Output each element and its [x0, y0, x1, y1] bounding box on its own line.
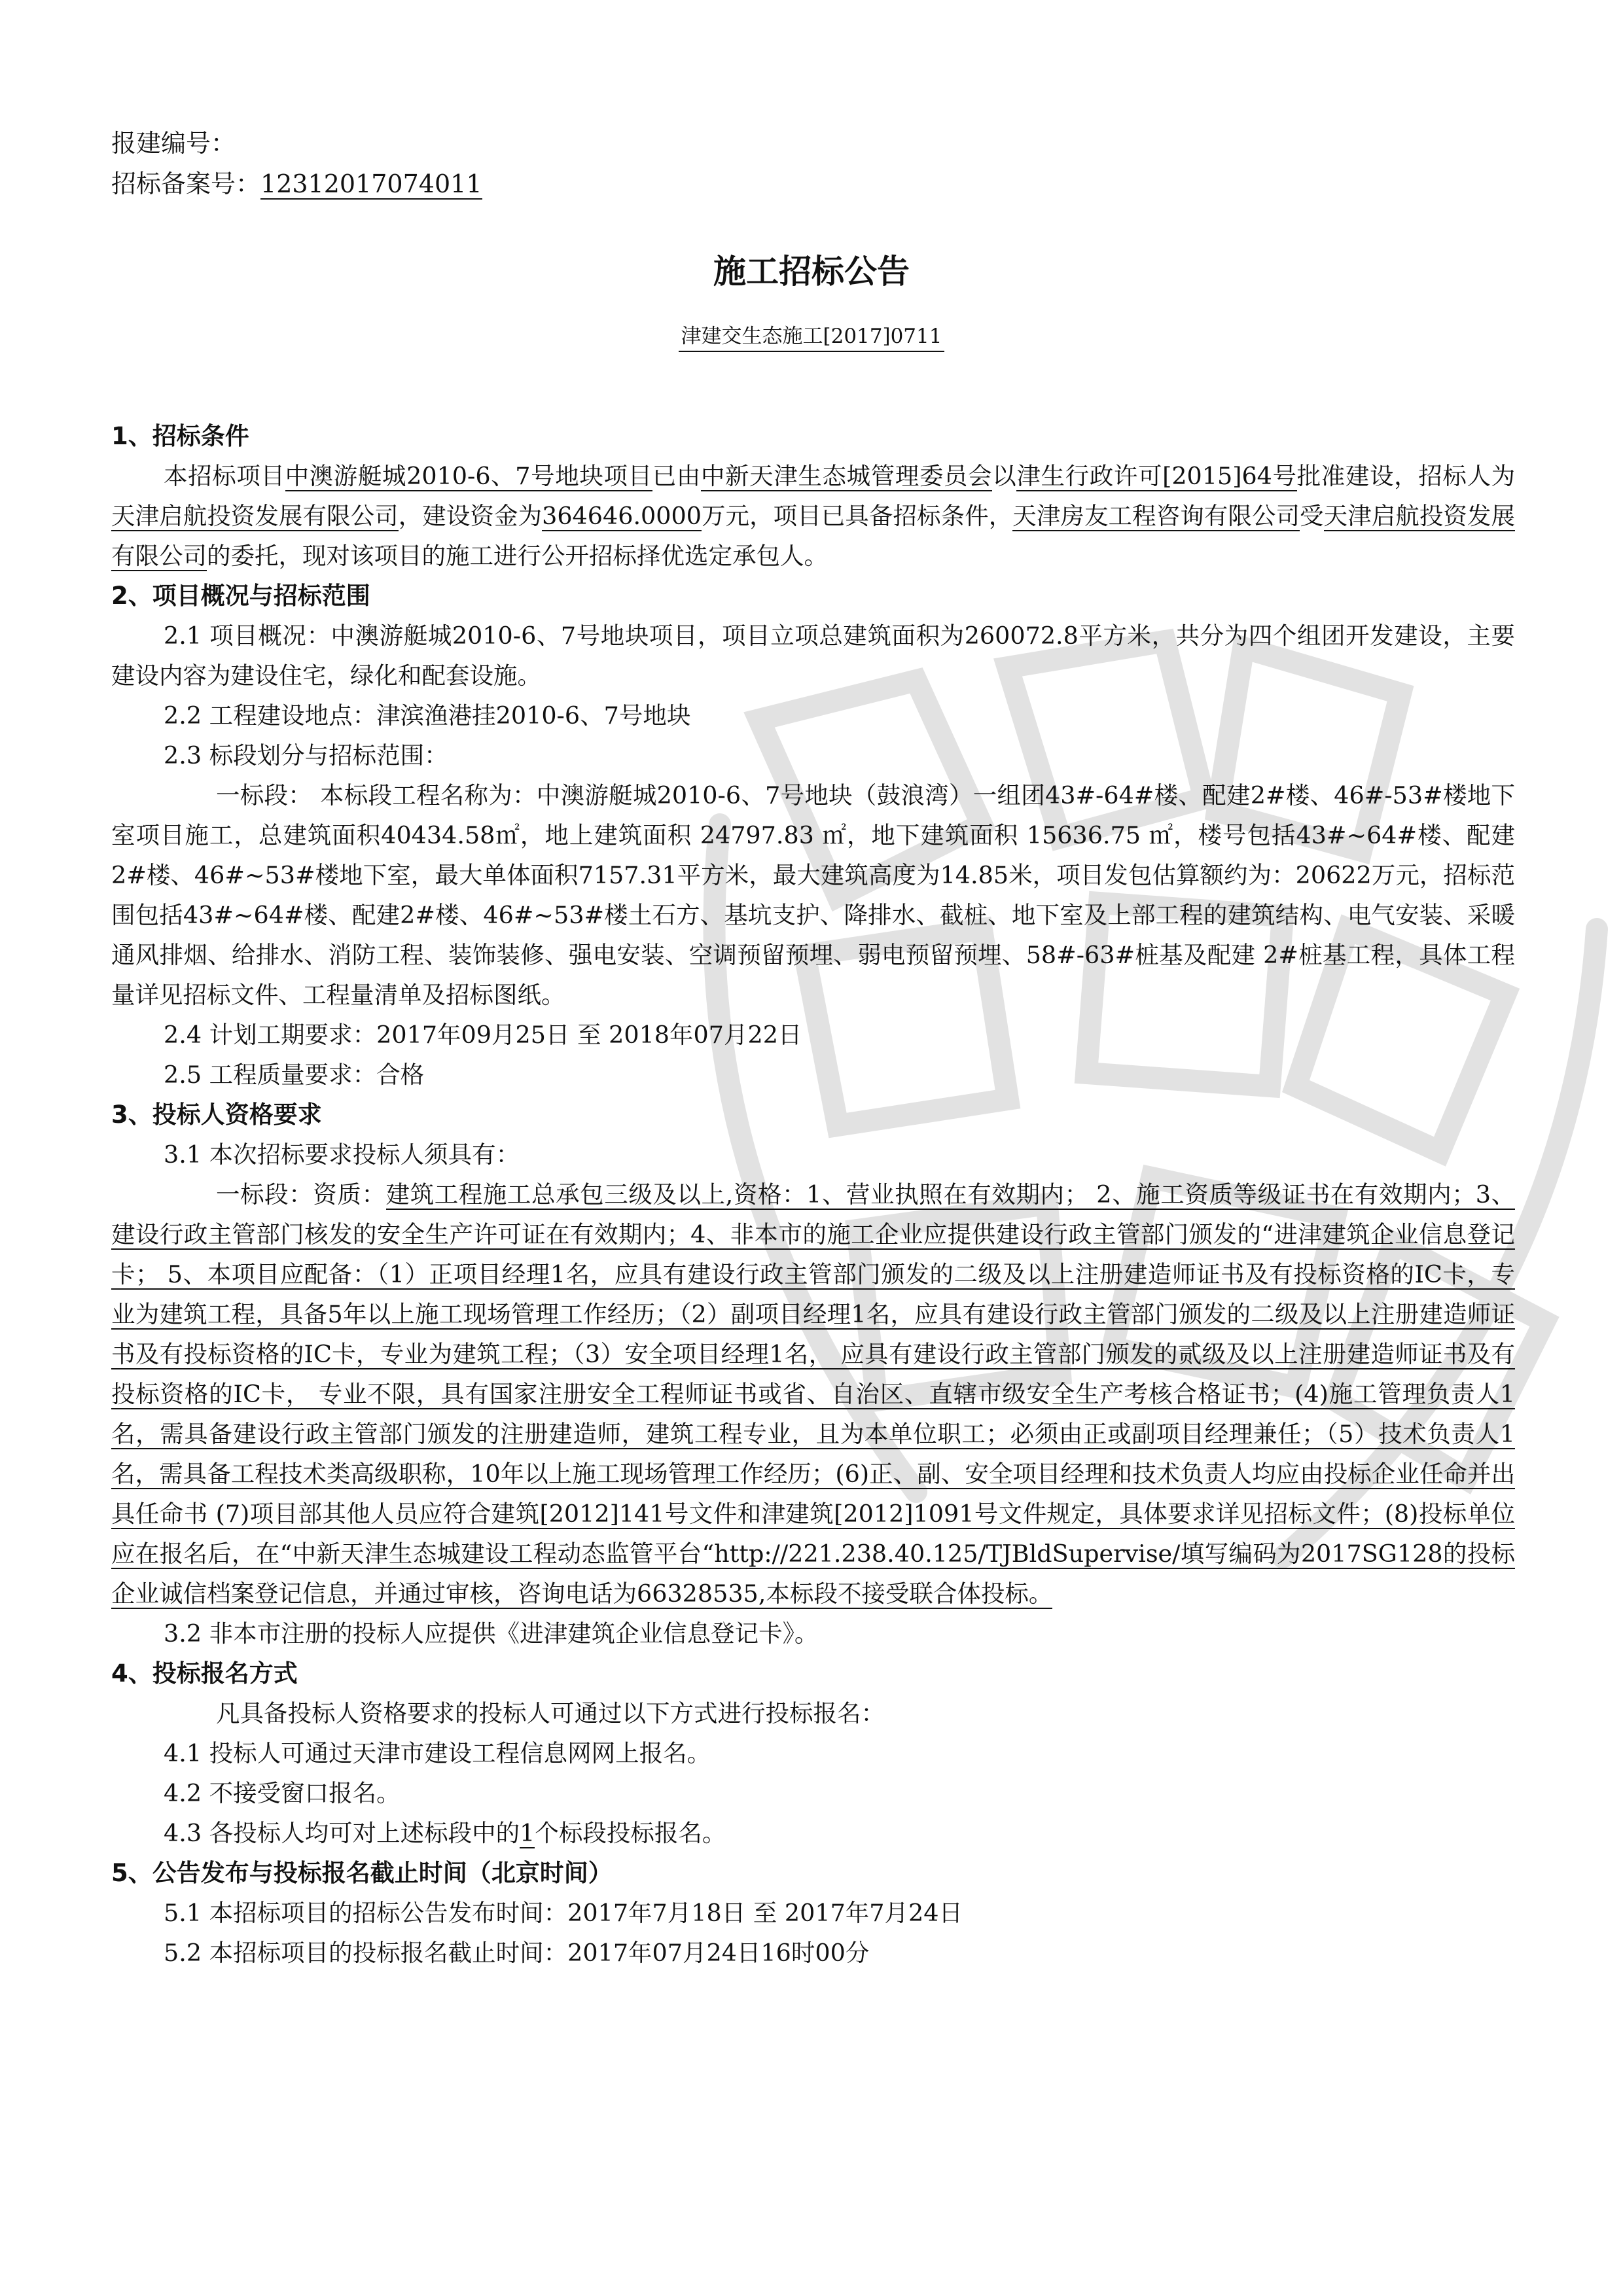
lot-1-requirements	[111, 1174, 1515, 1614]
s1-text-1: 本招标项目	[164, 462, 285, 490]
report-number-line	[111, 124, 236, 162]
document-number	[0, 319, 1623, 349]
lot-1-req-prefix: 一标段：资质：	[216, 1180, 386, 1209]
section-5-heading: 5、公告发布与投标报名截止时间（北京时间）	[111, 1859, 613, 1887]
registration-method-1: 4.1 投标人可通过天津市建设工程信息网网上报名。	[164, 1739, 711, 1767]
method-3-count: 1	[520, 1819, 535, 1847]
section-2-heading: 2、项目概况与招标范围	[111, 582, 370, 610]
lot-1-req-text: 建筑工程施工总承包三级及以上,资格：1、营业执照在有效期内； 2、施工资质等级证书在有效期内；3、建设行政主管部门核发的安全生产许可证在有效期内；4、非本市的施工企业应提供建设行政主管部门颁发的“进津建筑企业信息登记卡； 5、本项目应配备：（1）正项目经理1名，应具有建设行政主管部门颁发的二级及以上注册建造师证书及有投标资格的IC卡，专业为建筑工程，具备5年以上施工现场管理工作经历；（2）副项目经理1名，应具有建设行政主管部门颁发的二级及以上注册建造师证书及有投标资格的IC卡，专业为建筑工程；（3）安全项目经理1名， 应具有建设行政主管部门颁发的贰级及以上注册建造师证书及有投标资格的IC卡， 专业不限，具有国家注册安全工程师证书或省、自治区、直辖市级安全生产考核合格证书；(4)施工管理负责人1名，需具备建设行政主管部门颁发的注册建造师，建筑工程专业，且为本单位职工；必须由正或副项目经理兼任；（5）技术负责人1名，需具备工程技术类高级职称，10年以上施工现场管理工作经历；(6)正、副、安全项目经理和技术负责人均应由投标企业任命并出具任命书 (7)项目部其他人员应符合建筑[2012]141号文件和津建筑[2012]1091号文件规定，具体要求详见招标文件；(8)投标单位应在报名后，在“中新天津生态城建设工程动态监管平台“http://221.238.40.125/TJBldSupervise/填写编码为2017SG128的投标企业诚信档案登记信息，并通过审核，咨询电话为66328535,本标段不接受联合体投标。	[111, 1180, 1515, 1608]
non-local-requirement: 3.2 非本市注册的投标人应提供《进津建筑企业信息登记卡》。	[164, 1619, 819, 1648]
approver-name: 中新天津生态城管理委员会	[700, 462, 993, 490]
page-title: 施工招标公告	[713, 253, 910, 291]
registration-method-2: 4.2 不接受窗口报名。	[164, 1779, 401, 1807]
section-1-text	[111, 456, 1515, 576]
requirement-label: 3.1 本次招标要求投标人须具有：	[164, 1140, 520, 1169]
section-3-heading: 3、投标人资格要求	[111, 1101, 322, 1129]
s1-text-3: 以	[992, 462, 1017, 490]
tenderer-name: 天津启航投资发展有限公司	[111, 502, 399, 530]
filing-number-value: 12312017074011	[260, 169, 482, 198]
project-overview: 2.1 项目概况：中澳游艇城2010-6、7号地块项目，项目立项总建筑面积为260072.8平方米，共分为四个组团开发建设，主要建设内容为建设住宅，绿化和配套设施。	[111, 622, 1515, 690]
registration-deadline: 5.2 本招标项目的投标报名截止时间：2017年07月24日16时00分	[164, 1939, 870, 1967]
registration-method-3	[111, 1813, 1515, 1853]
section-1-heading: 1、招标条件	[111, 422, 249, 450]
publish-time: 5.1 本招标项目的招标公告发布时间：2017年7月18日 至 2017年7月24日	[164, 1899, 963, 1927]
agent-name: 天津房友工程咨询有限公司	[1012, 502, 1300, 530]
section-4-heading: 4、投标报名方式	[111, 1659, 298, 1687]
quality-requirement: 2.5 工程质量要求：合格	[164, 1061, 425, 1089]
s1-text-7: 受	[1300, 502, 1324, 530]
s1-text-5: ，建设资金为	[398, 502, 543, 530]
report-number-label: 报建编号：	[111, 129, 236, 158]
filing-number-line	[111, 165, 482, 203]
method-3-text-b: 个标段投标报名。	[535, 1819, 726, 1847]
document-number-text: 津建交生态施工[2017]0711	[679, 325, 945, 352]
tenderer-name-2: 天津启航投资发展有限公司	[111, 502, 1516, 570]
s1-text-8: 的委托，现对该项目的施工进行公开招标择优选定承包人。	[207, 542, 828, 570]
lot-1-scope: 一标段： 本标段工程名称为：中澳游艇城2010-6、7号地块（鼓浪湾）一组团43#-64#楼、配建2#楼、46#-53#楼地下室项目施工，总建筑面积40434.58㎡，地上建筑面积 24797.83 ㎡，地下建筑面积 15636.75 ㎡，楼号包括43#~64#楼、配建2#楼、46#~53#楼地下室，最大单体面积7157.31平方米，最大建筑高度为14.85米，项目发包估算额约为：20622万元，招标范围包括43#~64#楼、配建2#楼、46#~53#楼土石方、基坑支护、降排水、截桩、地下室及上部工程的建筑结构、电气安装、采暖通风排烟、给排水、消防工程、装饰装修、强电安装、空调预留预埋、弱电预留预埋、58#-63#桩基及配建 2#桩基工程，具体工程量详见招标文件、工程量清单及招标图纸。	[111, 781, 1515, 1009]
s1-text-2: 已由	[652, 462, 701, 490]
method-3-text-a: 4.3 各投标人均可对上述标段中的	[164, 1819, 520, 1847]
section-division-label: 2.3 标段划分与招标范围：	[164, 741, 448, 769]
project-location: 2.2 工程建设地点：津滨渔港挂2010-6、7号地块	[164, 701, 691, 730]
project-name: 中澳游艇城2010-6、7号地块项目	[285, 462, 652, 490]
s1-text-6: 万元，项目已具备招标条件，	[701, 502, 1013, 530]
construction-funds: 364646.0000	[542, 502, 702, 530]
registration-intro: 凡具备投标人资格要求的投标人可通过以下方式进行投标报名：	[216, 1699, 885, 1727]
construction-period: 2.4 计划工期要求：2017年09月25日 至 2018年07月22日	[164, 1021, 802, 1049]
approval-number: 津生行政许可[2015]64号	[1016, 462, 1297, 490]
filing-number-label: 招标备案号：	[111, 169, 261, 198]
s1-text-4: 批准建设，招标人为	[1296, 462, 1516, 490]
notice-body	[111, 416, 1515, 1973]
